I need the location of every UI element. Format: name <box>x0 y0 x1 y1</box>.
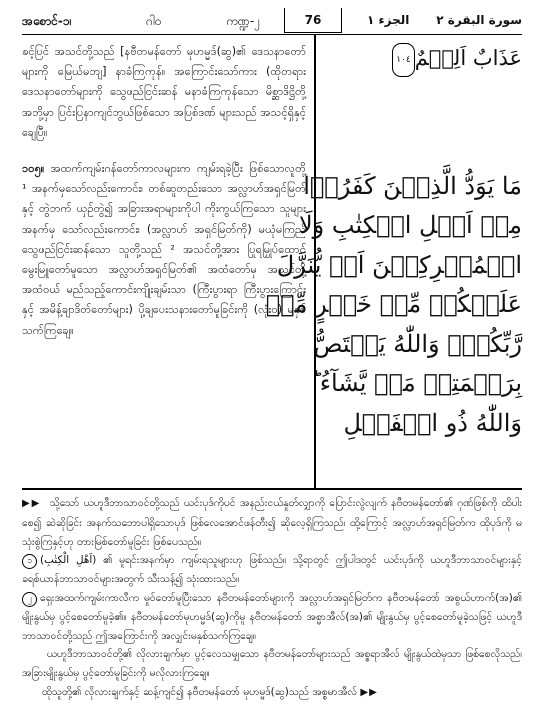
verse-number: ၁၀၅။ <box>22 162 45 176</box>
header-volume: အစောင်-၁၊ <box>22 14 72 28</box>
continuation-arrows-icon: ▶▶ <box>360 686 378 698</box>
continuation-arrows-icon: ▶▶ <box>22 498 42 509</box>
footnote-2: ၂ ရှေးအထက်ကျမ်းကာလီက မှုဝ်တော်မူပြီးသော နဗီတမန်တော်များကို အလ္လာဟ်အရှင်မြတ်က နဗီတမန်တော် အစွယ်ဟာက်(အ)၏ မျိုးနွယ်မှ ပွင့်စေတော်မူခဲ့၏။ နဗီတမန်တော်မုဟမ္မဒ်(ဆွ)ကိုမူ နဗီတမန်တော် အစ္မာအီလ်(အ)၏ မျိုးနွယ်မှ ပွင့်စေတော်မူခဲ့သဖြင့် ယဟူဒီဘာသာ၀င်တို့သည် ဤအကြောင်းကို အလျှင်းမနှစ်သက်ကြချေ။ <box>22 591 522 642</box>
footnote-divider <box>22 488 522 490</box>
arabic-line: عَلَيۡكُمۡ مِّنۡ خَيۡرٍ مِّنۡ <box>265 290 522 318</box>
footnote-arabic: (اَهْلِ الْكِتٰبِ) <box>40 554 97 567</box>
translation-paragraph-1: ၶင့်ပြင် အသင်တို့သည် [နဗီတမန်တော် မုဟမ္မဒ်(ဆွ)၏ ဒေသနာတော်များကို မြေယ်မဘျ] နာခံကြကုန်။ အကြောင်းသော်ကား (ထိုတရားဒေသနာတော်များကို သွေဖည်ငြင်းဆန် မနာခံကြကုန်သော မိစ္ဆာဒိဋ္ဌိတို့ အဘို့မှာ ပြင်းပြနာကျင်ဘွယ်ဖြစ်သော အပြစ်ဒဏ် များသည် အသင့်ရှိနှင့်ချေပြီ။ <box>22 45 306 139</box>
quran-commentary-page <box>22 8 522 700</box>
arabic-line: الۡمُشۡرِكِيۡنَ اَنۡ يُّنَزَّلَ <box>276 250 522 279</box>
arabic-top-text: عَذَابٌ اَلِيۡمٌ <box>414 46 522 70</box>
footnote-continuation: ▶▶ သို့သော် ယဟူဒီဘာသာ၀င်တို့သည် ယင်းပုဒ်ကိုပင် အနည်းငယ်နှုတ်လျှာကို ပြောင်းလွဲလျက် နဗီတမန်တော်၏ ဂုဏ်ဖြစ်ကို ထိပါးစေ၍ ဆဲဆိုခြင်း အနက်သဘောပါရှိသောပုဒ် ဖြစ်လေအောင်ဖန်တီး၍ ဆိုလေ့ရှိကြသည်၊ ထို့ကြောင့် အလ္လာဟ်အရှင်မြတ်က ထိုပုဒ်ကို မသုံးစွဲကြနှင့်ဟု တားမြစ်တော်မူခြင်း ဖြစ်ပေသည်။ <box>22 497 522 548</box>
arabic-verse <box>265 167 522 444</box>
arabic-line: وَاللّٰهُ ذُو الۡفَضۡلِ <box>343 408 522 437</box>
header-part: ကဏ္ဍ-၂ <box>226 14 261 28</box>
arabic-line: بِرَحۡمَتِهٖ مَنۡ يَّشَآءُ ؕ <box>312 369 522 397</box>
footnote-mark: ၁ <box>22 554 37 569</box>
arabic-line: مِنۡ اَهۡلِ الۡكِتٰبِ وَلَا <box>298 211 522 239</box>
page-header <box>22 8 522 35</box>
footnotes <box>22 494 522 703</box>
footnote-mark: ၂ <box>22 592 37 607</box>
header-section: ဂါ၀ <box>146 14 162 28</box>
translation-paragraph-2 <box>22 159 306 341</box>
translation-column <box>22 42 306 343</box>
header-surah: سورة البقرة ٢ <box>436 13 522 27</box>
translation-text: အထက်ကျမ်းဂန်တော်ကာလများက ကျမ်းရခဲ့ပြီး ဖြစ်သောလူတို့ ¹ အနက်မှသော်လည်းကောင်း၊ တစ်ဆူတည်းသော အလ္လာဟ်အရှင်မြတ်နှင့် တွဲဘက် ယှဉ်တွဲ၍ အခြားအရာများကိုပါ ကိုးကွယ်ကြသော သူများအနက်မှ သော်လည်းကောင်း၊ (အလ္လာဟ် အရှင်မြတ်ကို) မယုံမကြည် သွေဖည်ငြင်းဆန်သော သူတို့သည် ² အသင်တို့အား ပြုရမြှုပ်ထောင် မွေးမြူတော်မူသော အလ္လာဟ်အရှင်မြတ်၏ အထံတော်မှ အသင်တို့အထံ၀ယ် မည်သည့်ကောင်းကျိုးချမ်းသာ (ကြီးပွားရာ ကြီးပွားကြောင်းနှင့် အမိန့်ချာဒိတ်တော်များ) ပို့ချပေးသနားတော်မူခြင်းကို (လုံး၀) မနှစ်သက်ကြချေ။ <box>22 162 306 337</box>
footnote-4: ထိုသူတို့၏ လိုလားချက်နှင့် ဆန့်ကျင်၍ နဗီတမန်တော် မုဟမ္မဒ်(ဆွ)သည် အစ္စမာအီလ် ▶▶ <box>41 685 378 698</box>
arabic-column <box>265 42 522 443</box>
arabic-line: رَّبِّكُمۡؕ وَاللّٰهُ يَخۡتَصُّ <box>313 329 522 358</box>
page-number: 76 <box>284 8 342 33</box>
verse-end-marker: ١٠٤ <box>392 43 415 77</box>
arabic-line: مَا يَوَدُّ الَّذِيۡنَ كَفَرُوۡا <box>303 171 522 200</box>
arabic-top-phrase <box>322 42 522 77</box>
header-juz: الجزء ١ <box>367 13 410 27</box>
footnote-3: ယဟူဒီဘာသာ၀င်တို့၏ လိုလားချက်မှာ ပွင့်လေသမျှသော နဗီတမန်တော်များသည် အစ္စရာအီလ် မျိုးနွယ်ထဲမှသာ ဖြစ်စေလိုသည်၊ အခြားမျိုးနွယ်မှ ပွင့်တော်မူခြင်းကို မလိုလားကြချေ။ <box>22 648 522 680</box>
footnote-1: ၁ (اَهْلِ الْكِتٰبِ) ၏ မူရင်းအနက်မှာ ကျမ်းရသူများဟု ဖြစ်သည်။ သို့ရာတွင် ဤပါဒတွင် ယင်းပုဒ်ကို ယဟူဒီဘာသာ၀င်များနှင့် ခရစ်ယာန်ဘာသာ၀င်များအတွက် သီးသန့်၍ သုံးထားသည်။ <box>22 554 522 586</box>
